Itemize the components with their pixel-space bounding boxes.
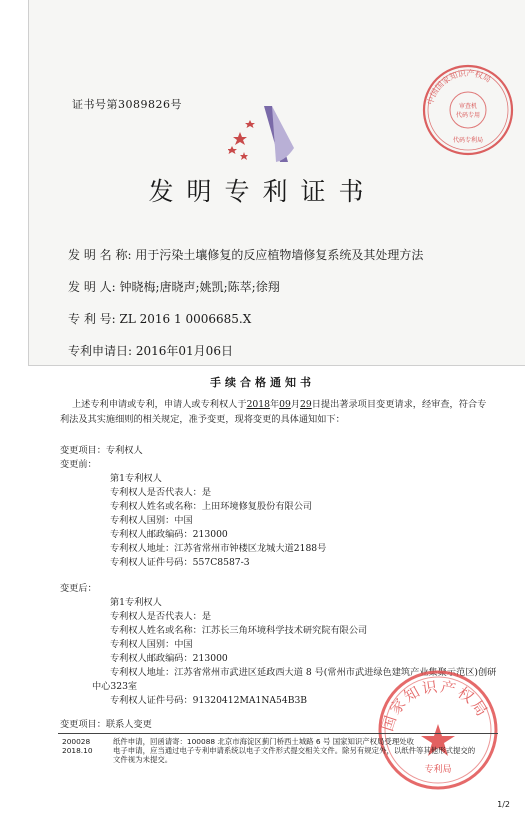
footer-code-2: 2018.10 [62, 746, 93, 755]
field-value: 用于污染土壤修复的反应植物墙修复系统及其处理方法 [135, 248, 424, 262]
invention-name-field [68, 246, 423, 263]
field-value: ZL 2016 1 0006685.X [119, 312, 252, 326]
certificate-title: 发明专利证书 [148, 177, 377, 206]
application-date-field [68, 342, 233, 359]
after-line: 第1专利权人 [110, 597, 162, 608]
official-seal-bottom [376, 668, 500, 792]
before-line: 专利权人邮政编码：213000 [110, 529, 228, 540]
footer-code-1: 200028 [62, 737, 91, 746]
field-label: 专利申请日: [68, 344, 133, 358]
svg-text:专利局: 专利局 [424, 765, 452, 775]
footer-text-1: 纸件申请，回函请寄：100088 北京市海淀区蓟门桥西土城路 6 号 国家知识产权局受理处收 [113, 737, 414, 746]
footer-divider [58, 733, 498, 734]
footer-text-2: 电子申请，应当通过电子专利申请系统以电子文件形式提交相关文件。除另有规定外，以纸件等其他形式提交的 [113, 746, 476, 755]
after-line: 专利权人是否代表人：是 [110, 611, 212, 622]
patent-number-field [68, 310, 251, 327]
svg-text:国家知识产权局: 国家知识产权局 [378, 677, 493, 734]
inventor-field [68, 278, 280, 295]
after-line: 专利权人邮政编码：213000 [110, 653, 228, 664]
svg-text:代码专利局: 代码专利局 [452, 137, 484, 144]
after-line: 专利权人国别：中国 [110, 639, 193, 650]
after-line-wrap: 中心323室 [92, 681, 138, 692]
page-number: 1/2 [497, 800, 510, 809]
svg-text:中国国家知识产权局: 中国国家知识产权局 [425, 68, 493, 106]
footer-text-3: 文件视为未提交。 [113, 755, 173, 764]
after-line: 专利权人姓名或名称：江苏长三角环境科学技术研究院有限公司 [110, 625, 368, 636]
field-value: 钟晓梅;唐晓声;姚凯;陈萃;徐翔 [119, 280, 280, 294]
after-id-line: 专利权人证件号码：91320412MA1NA54B3B [110, 695, 308, 706]
before-line: 专利权人姓名或名称：上田环境修复股份有限公司 [110, 501, 313, 512]
after-label: 变更后： [60, 583, 97, 594]
before-line: 专利权人国别：中国 [110, 515, 193, 526]
svg-text:代码专用: 代码专用 [455, 112, 481, 119]
notice-intro-line1: 上述专利申请或专利，申请人或专利权人于2018年09月29日提出著录项目变更请求，经审查，符合专 [72, 399, 487, 410]
change-item-1: 变更项目：专利权人 [60, 445, 143, 456]
field-label: 发 明 名 称: [68, 248, 132, 262]
svg-text:审查机: 审查机 [458, 103, 478, 110]
before-line: 专利权人证件号码：557C8587-3 [110, 557, 250, 568]
after-line: 专利权人地址：江苏省常州市武进区延政西大道 8 号(常州市武进绿色建筑产业集聚示范区)创研 [110, 667, 497, 678]
before-line: 专利权人是否代表人：是 [110, 487, 212, 498]
change-item-2: 变更项目：联系人变更 [60, 719, 152, 730]
notice-intro-line2: 利法及其实施细则的相关规定，准予变更，现将变更的具体通知如下： [60, 414, 345, 425]
patent-emblem-icon [228, 98, 306, 170]
notice-title: 手续合格通知书 [210, 376, 315, 389]
field-value: 2016年01月06日 [135, 344, 233, 358]
official-seal-top [418, 60, 518, 160]
before-line: 第1专利权人 [110, 473, 162, 484]
field-label: 专 利 号: [68, 312, 116, 326]
field-label: 发 明 人: [68, 280, 116, 294]
certificate-number: 证书号第3089826号 [72, 98, 182, 111]
before-line: 专利权人地址：江苏省常州市钟楼区龙城大道2188号 [110, 543, 327, 554]
before-label: 变更前： [60, 459, 97, 470]
